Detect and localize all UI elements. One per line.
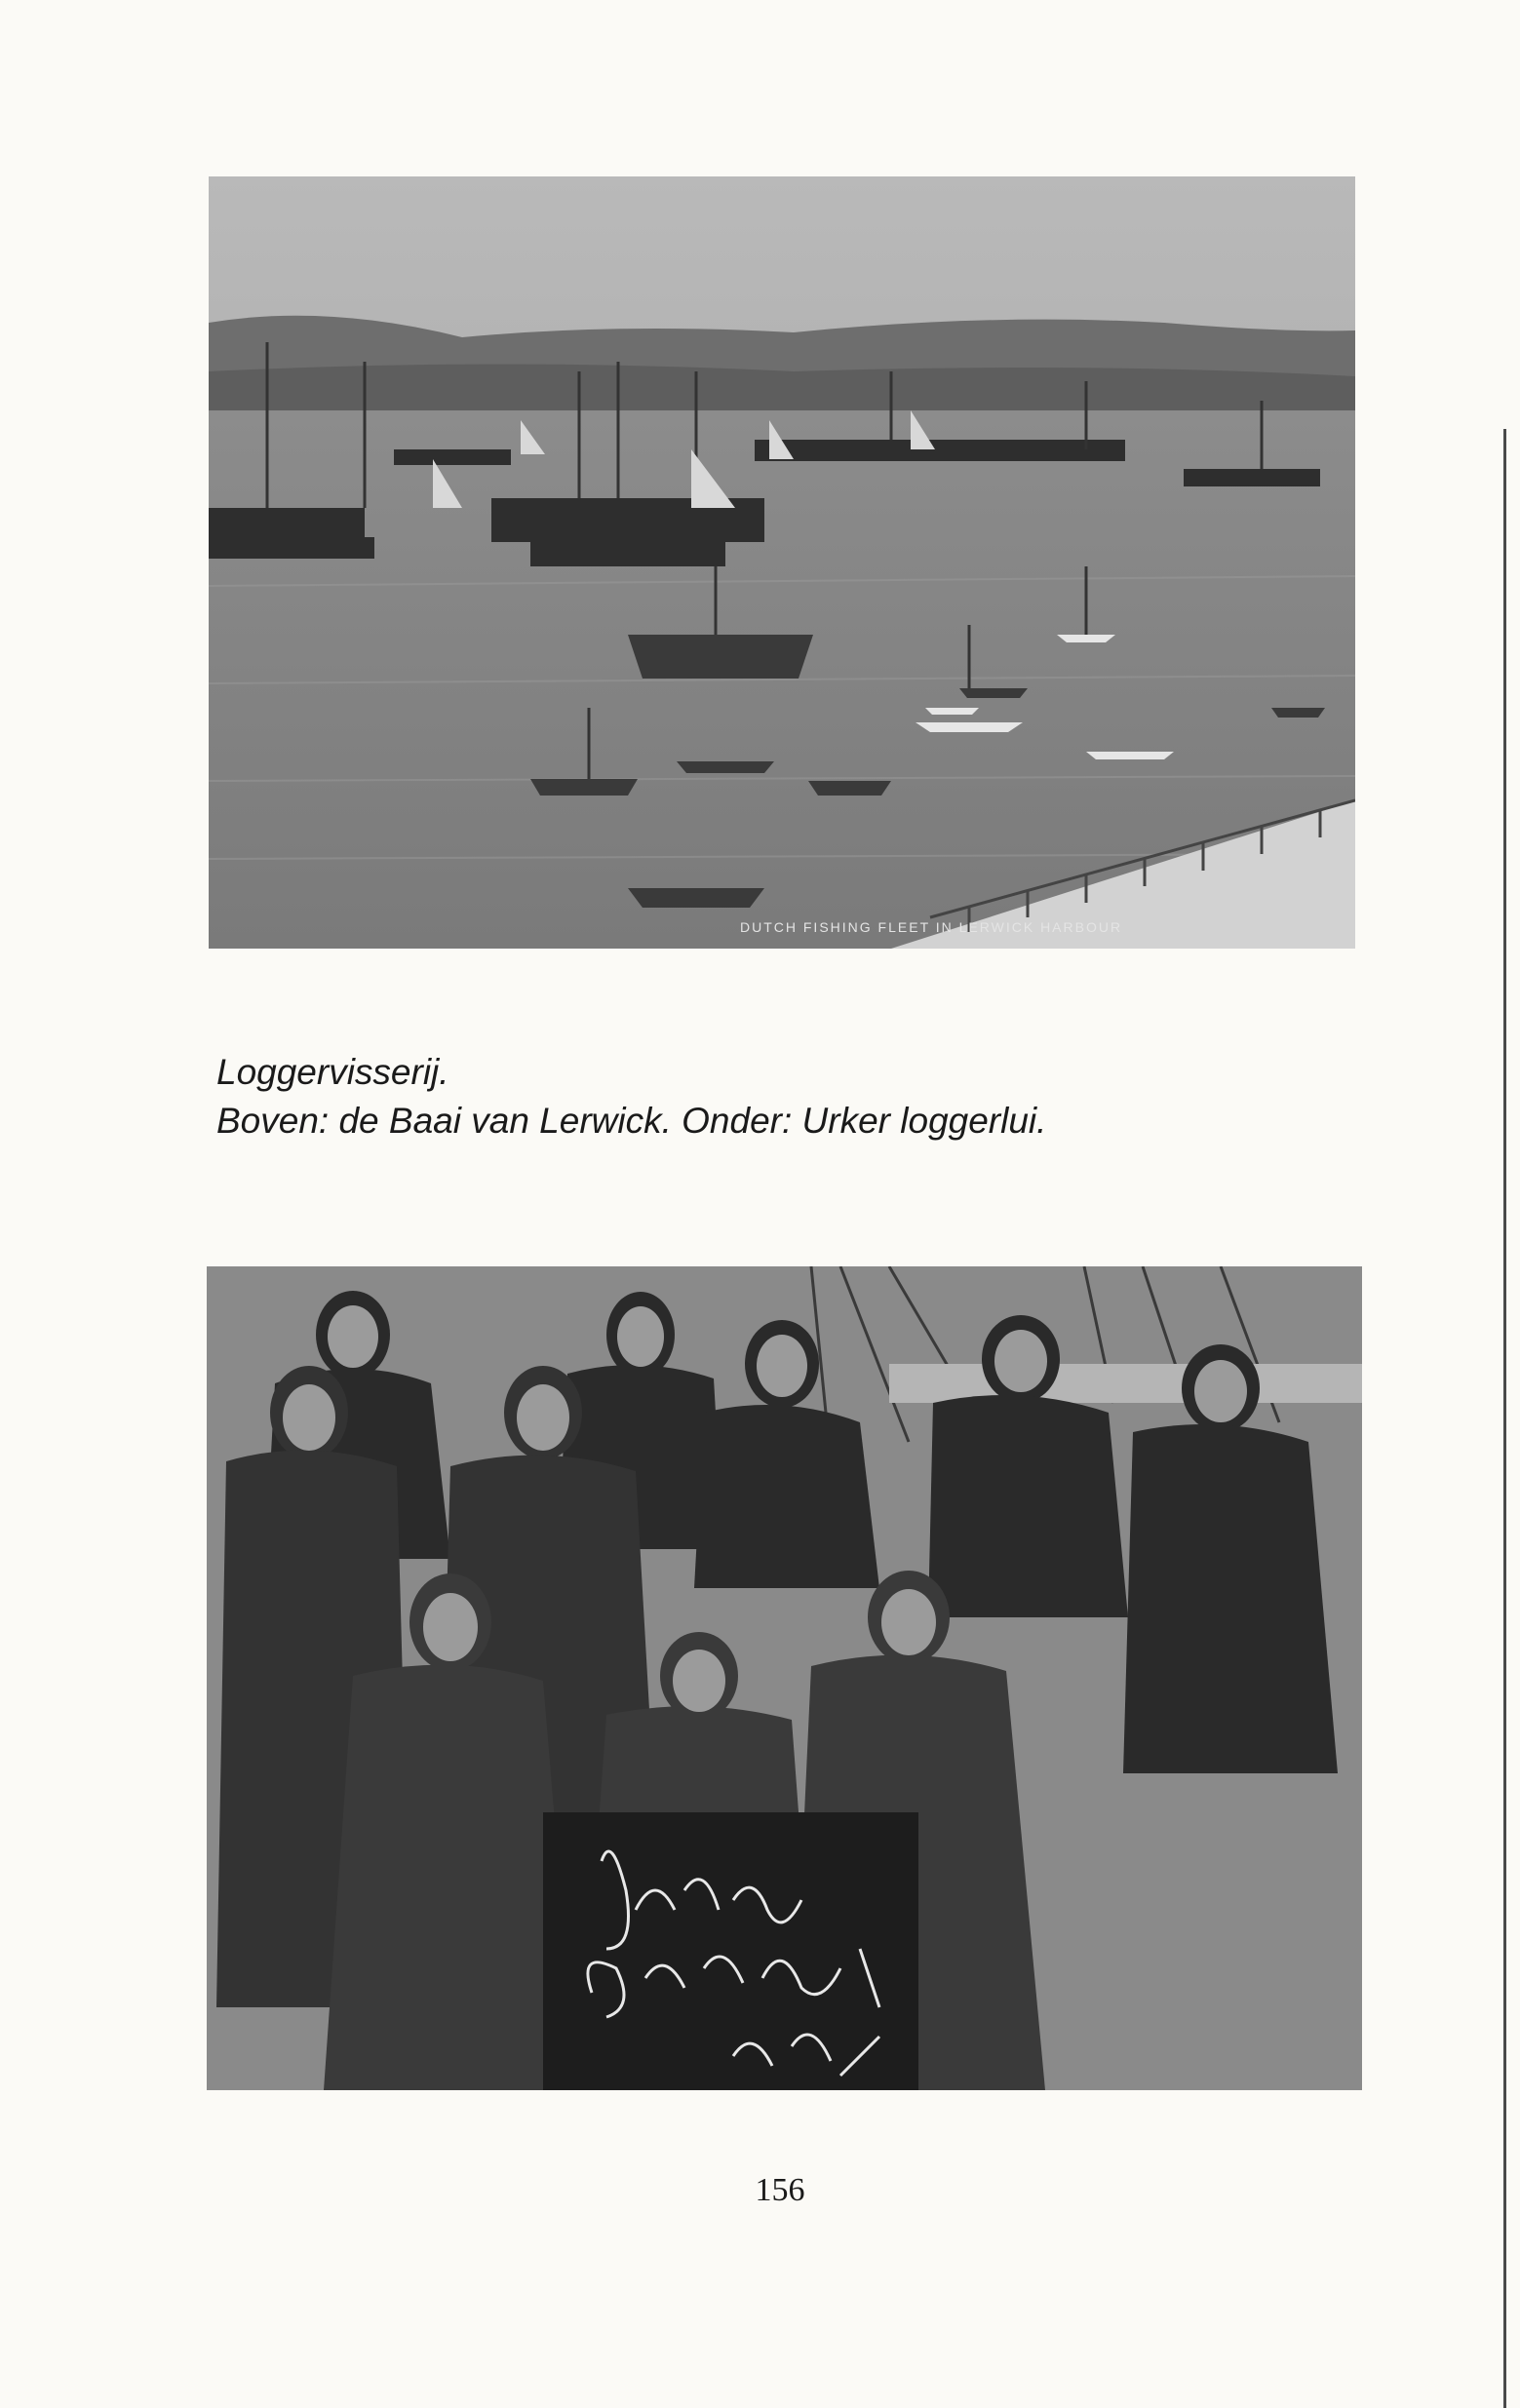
page-number: 156 — [755, 2172, 805, 2208]
photo-urker-fishermen — [207, 1266, 1362, 2090]
caption-line-2: Boven: de Baai van Lerwick. Onder: Urker loggerlui. — [216, 1101, 1047, 1141]
photo-overlay-text: DUTCH FISHING FLEET IN LERWICK HARBOUR — [740, 919, 1123, 935]
page-edge-rule — [1503, 429, 1506, 2408]
fishermen-illustration — [207, 1266, 1362, 2090]
photo-caption — [216, 1048, 1367, 1146]
harbour-illustration — [209, 176, 1355, 949]
caption-line-1: Loggervisserij. — [216, 1052, 449, 1092]
photo-lerwick-harbour — [209, 176, 1355, 949]
